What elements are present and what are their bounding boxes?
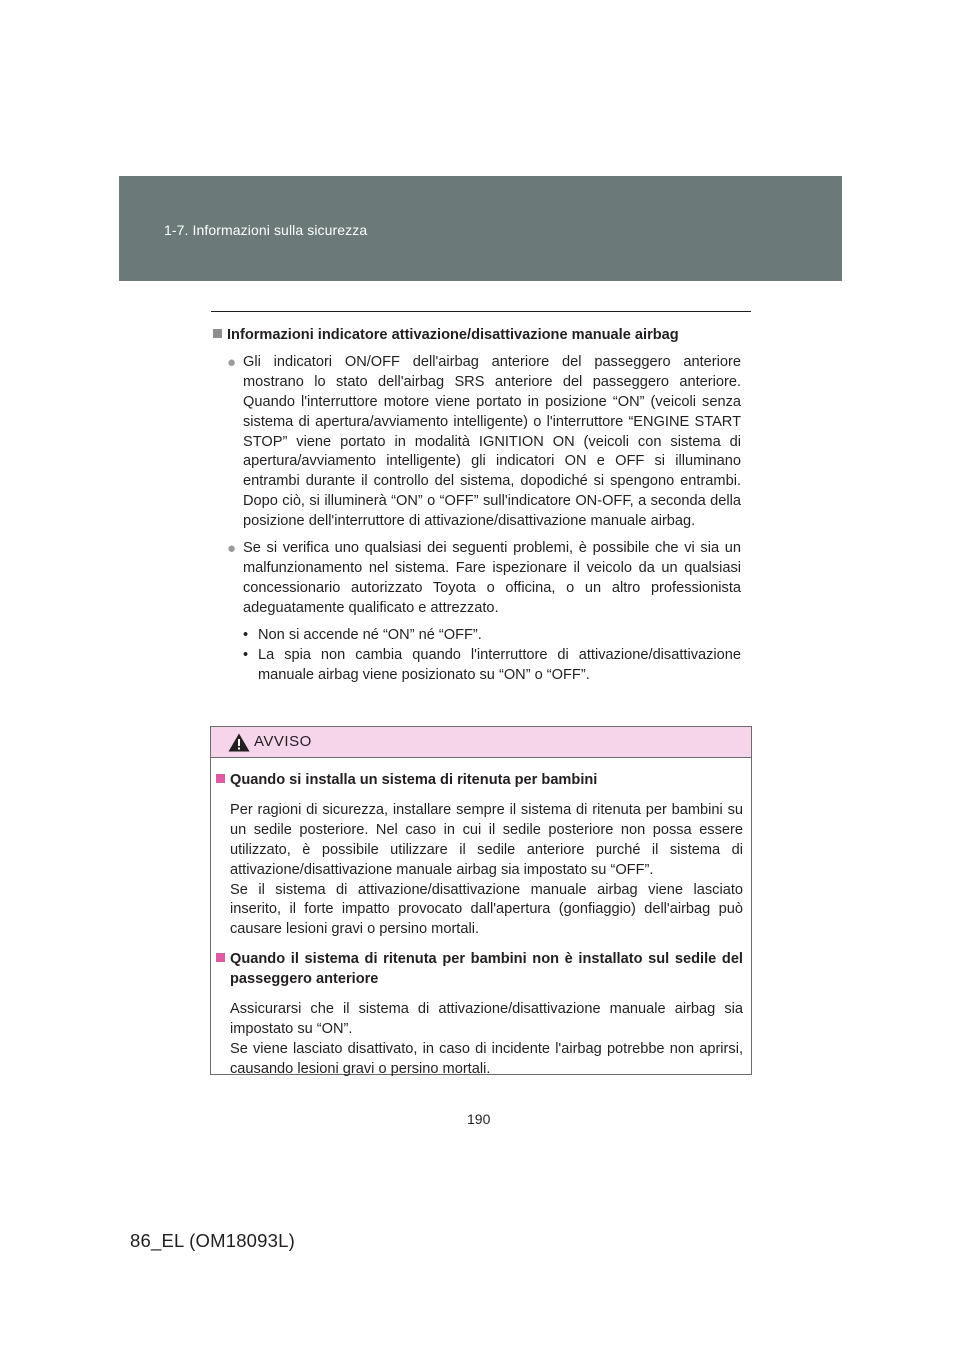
section-header-band (119, 176, 842, 281)
warning-title: AVVISO (254, 733, 312, 750)
warning-paragraph: Assicurarsi che il sistema di attivazione/disattivazione manuale airbag sia impostato su “ON”. Se viene lasciato disattivato, in caso di incidente l'airbag potrebbe non aprirsi, causando lesioni gravi o persino mortali. (230, 1001, 743, 1077)
small-dot-icon: • (243, 626, 249, 643)
problem-list (243, 626, 741, 686)
info-bullet: ● Se si verifica uno qualsiasi dei seguenti problemi, è possibile che vi sia un malfunzionamento nel sistema. Fare ispezionare il veicolo da un qualsiasi concessionario autorizzato Toyota o officina, o un altro professionista adeguatamente qualificato e attrezzato. (227, 539, 741, 619)
dot-bullet-icon: ● (227, 353, 237, 371)
info-bullet: ● Gli indicatori ON/OFF dell'airbag anteriore del passeggero anteriore mostrano lo stato dell'airbag SRS anteriore del passeggero anteriore. Quando l'interruttore motore viene portato in posizione “ON” (veicoli senza sistema di apertura/avviamento intelligente) o l'interruttore “ENGINE START STOP” viene portato in modalità IGNITION ON (veicoli con sistema di apertura/avviamento intelligente) gli indicatori ON e OFF si illuminano entrambi durante il controllo del sistema, dopodiché si spengono entrambi. Dopo ciò, si illuminerà “ON” o “OFF” sull'indicatore ON-OFF, a seconda della posizione dell'interruttore di attivazione/disattivazione manuale airbag. (227, 353, 741, 532)
info-section (213, 326, 741, 685)
warning-section-heading: Quando si installa un sistema di ritenuta per bambini (216, 771, 743, 791)
warning-triangle-icon (228, 733, 250, 752)
section-title: 1-7. Informazioni sulla sicurezza (164, 222, 368, 238)
square-bullet-icon (216, 774, 225, 783)
warning-box (210, 726, 752, 1075)
square-bullet-icon (213, 329, 222, 338)
footer-code: 86_EL (OM18093L) (130, 1230, 296, 1251)
warning-paragraph: Per ragioni di sicurezza, installare sempre il sistema di ritenuta per bambini su un sedile posteriore. Nel caso in cui il sedile posteriore non possa essere utilizzato, è possibile utilizzare il sedile anteriore purché il sistema di attivazione/disattivazione manuale airbag sia impostato su “OFF”. Se il sistema di attivazione/disattivazione manuale airbag viene lasciato inserito, il forte impatto provocato dall'apertura (gonfiaggio) dell'airbag può causare lesioni gravi o persino mortali. (230, 801, 743, 938)
dot-bullet-icon: ● (227, 540, 237, 558)
list-item: • La spia non cambia quando l'interruttore di attivazione/disattivazione manuale airbag viene posizionato su “ON” o “OFF”. (243, 646, 741, 686)
warning-section-heading: Quando il sistema di ritenuta per bambini non è installato sul sedile del passeggero anteriore (216, 950, 743, 990)
small-dot-icon: • (243, 646, 249, 663)
list-item: • Non si accende né “ON” né “OFF”. (243, 626, 741, 646)
page-number: 190 (467, 1111, 491, 1127)
square-bullet-icon (216, 953, 225, 962)
info-heading: Informazioni indicatore attivazione/disattivazione manuale airbag (213, 326, 741, 346)
top-divider (211, 311, 751, 312)
warning-header (211, 727, 751, 758)
warning-body (211, 758, 751, 1080)
